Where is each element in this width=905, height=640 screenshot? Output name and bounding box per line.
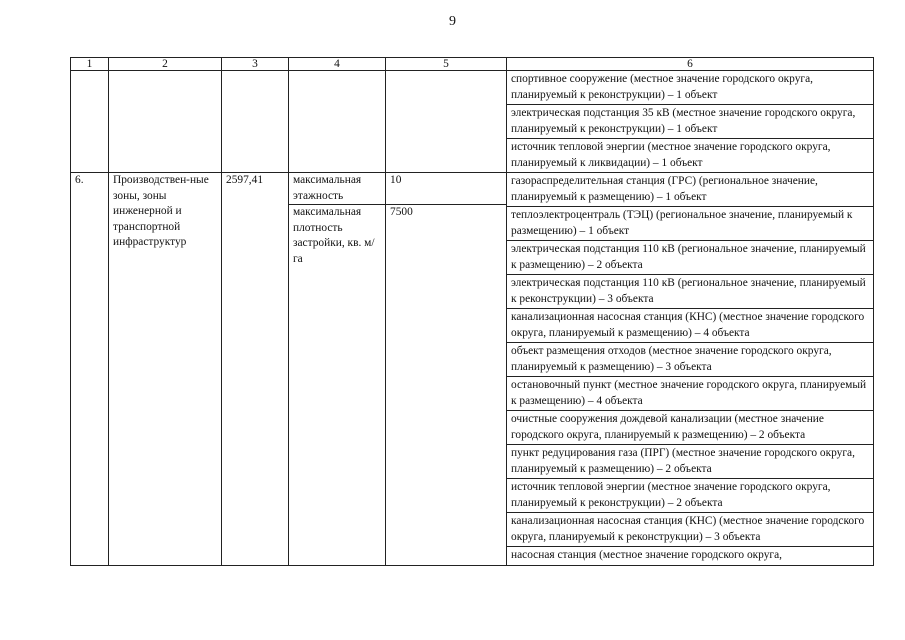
row-number: 6. — [71, 173, 109, 566]
param-values-cell — [386, 173, 507, 566]
object-entry: электрическая подстанция 110 кВ (региональное значение, планируемый к размещению) – 2 объекта — [507, 240, 873, 274]
cell-empty — [222, 71, 289, 173]
object-entry: теплоэлектроцентраль (ТЭЦ) (региональное значение, планируемый к размещению) – 1 объект — [507, 206, 873, 240]
object-entry: газораспределительная станция (ГРС) (региональное значение, планируемый к размещению) – 1 объект — [511, 175, 818, 203]
param-value: 10 — [390, 174, 402, 186]
object-entry: очистные сооружения дождевой канализации (местное значение городского округа, планируемый к размещению) – 2 объекта — [507, 410, 873, 444]
object-entry: канализационная насосная станция (КНС) (местное значение городского округа, планируемый к реконструкции) – 3 объекта — [507, 512, 873, 546]
object-entry: электрическая подстанция 110 кВ (региональное значение, планируемый к реконструкции) – 3 объекта — [507, 274, 873, 308]
zone-area: 2597,41 — [222, 173, 289, 566]
header-col-5: 5 — [386, 58, 507, 71]
object-entry: источник тепловой энергии (местное значение городского округа, планируемый к реконструкции) – 2 объекта — [507, 478, 873, 512]
cell-empty — [71, 71, 109, 173]
table-header-row — [71, 58, 874, 71]
header-col-1: 1 — [71, 58, 109, 71]
param-name: максимальная плотность застройки, кв. м/ га — [289, 204, 385, 267]
param-name: максимальная этажность — [293, 174, 362, 202]
header-col-2: 2 — [109, 58, 222, 71]
object-entry: источник тепловой энергии (местное значение городского округа, планируемый к ликвидации) – 1 объект — [507, 138, 873, 172]
object-entry: электрическая подстанция 35 кВ (местное значение городского округа, планируемый к реконструкции) – 1 объект — [507, 104, 873, 138]
object-entry: насосная станция (местное значение городского округа, — [507, 546, 873, 565]
cell-empty — [109, 71, 222, 173]
object-entry: остановочный пункт (местное значение городского округа, планируемый к размещению) – 4 объекта — [507, 376, 873, 410]
zone-name: Производствен-ные зоны, зоны инженерной и транспортной инфраструктур — [109, 173, 222, 566]
object-entry: объект размещения отходов (местное значение городского округа, планируемый к размещению) – 3 объекта — [507, 342, 873, 376]
param-value: 7500 — [386, 204, 506, 221]
header-col-4: 4 — [289, 58, 386, 71]
table-row-6 — [71, 173, 874, 566]
objects-cell — [507, 173, 874, 566]
object-entry: пункт редуцирования газа (ПРГ) (местное значение городского округа, планируемый к размещению) – 2 объекта — [507, 444, 873, 478]
cell-empty — [386, 71, 507, 173]
header-col-3: 3 — [222, 58, 289, 71]
page-number: 9 — [449, 14, 456, 29]
zones-table — [70, 57, 874, 566]
object-entry: канализационная насосная станция (КНС) (местное значение городского округа, планируемый к размещению) – 4 объекта — [507, 308, 873, 342]
cell-empty — [289, 71, 386, 173]
header-col-6: 6 — [507, 58, 874, 71]
table-row-continued — [71, 71, 874, 173]
param-names-cell — [289, 173, 386, 566]
objects-cell-continued — [507, 71, 874, 173]
object-entry: спортивное сооружение (местное значение городского округа, планируемый к реконструкции) – 1 объект — [511, 73, 813, 101]
